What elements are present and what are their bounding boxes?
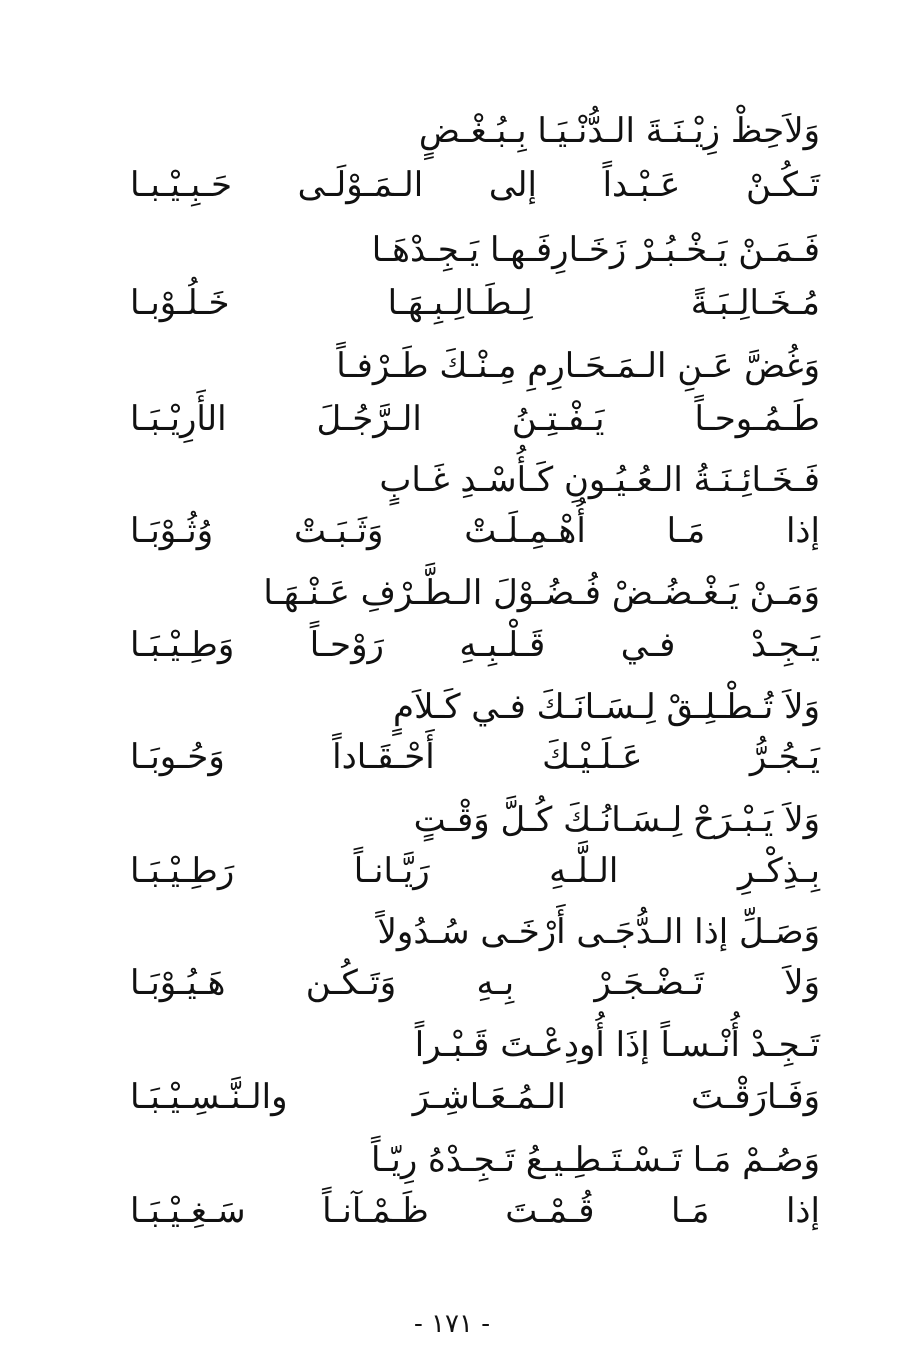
poem-line: يَـجِـدْ فـي قَـلْـبِـهِ رَوْحـاً وَطِـيْـبَـا [130,625,820,665]
poem-line: إذا مَـا أُهْـمِـلَـتْ وَثَـبَـتْ وُثُـوْبَـا [130,511,820,551]
poem-line: وَلاَ يَـبْـرَحْ لِـسَـانُـكَ كُـلَّ وَقْـتٍ [413,800,820,840]
poem-line: وَلاَحِظْ زِيْـنَـةَ الـدُّنْـيَـا بِـبُـغْـضٍ [418,111,820,151]
poem-line: وَصُـمْ مَـا تَـسْـتَـطِـيـعُ تَـجِـدْهُ رِيّـاً [371,1140,820,1180]
poem-line: إذا مَـا قُـمْـتَ ظَـمْـآنـاً سَـغِـيْـبَـا [130,1191,820,1231]
poem-line: تَـجِـدْ أُنْـسـاً إذَا أُودِعْـتَ قَـبْـراً [414,1025,820,1065]
page-number: - ١٧١ - [413,1309,491,1339]
poem-line: وَصَـلِّ إذا الـدُّجَـى أَرْخَـى سُـدُولاً [377,912,820,952]
poem-line: طَـمُـوحـاً يَـفْـتِـنُ الـرَّجُـلَ الأَرِيْـبَـا [130,399,820,439]
poem-line: يَـجُـرُّ عَـلَـيْـكَ أَحْـقَـاداً وَحُـوبَـا [130,737,820,777]
poem-line: وَغُضَّ عَـنِ الـمَـحَـارِمِ مِـنْـكَ طَـرْفـاً [336,346,820,386]
poem-line: بِـذِكْـرِ الـلَّـهِ رَيَّـانـاً رَطِـيْـبَـا [130,851,820,891]
poem-line: وَمَـنْ يَـغْـضُـضْ فُـضُـوْلَ الـطَّـرْفِ عَـنْـهَـا [263,573,820,613]
poem-line: فَـخَـائِـنَـةُ الـعُـيُـونِ كَـأُسْـدِ غَـابٍ [379,460,820,500]
poem-line: فَـمَـنْ يَـخْـبُـرْ زَخَـارِفَـهـا يَـجِـدْهَـا [371,230,820,270]
poem-line: تَـكُـنْ عَـبْـداً إلى الـمَـوْلَـى حَـبِـيْـبـا [130,165,820,205]
poem-line: وَفَـارَقْـتَ الـمُـعَـاشِـرَ والـنَّـسِـيْـبَـا [130,1077,820,1117]
poem-line: مُـخَـالِـبَـةً لِـطَـالِـبِـهَـا خَـلُـوْبـا [130,283,820,323]
poem-line: وَلاَ تَـضْـجَـرْ بِـهِ وَتَـكُـن هَـيُـوْبَـا [130,963,820,1003]
poem-line: وَلاَ تُـطْـلِـقْ لِـسَـانَـكَ فـي كَـلاَمٍ [393,687,820,727]
